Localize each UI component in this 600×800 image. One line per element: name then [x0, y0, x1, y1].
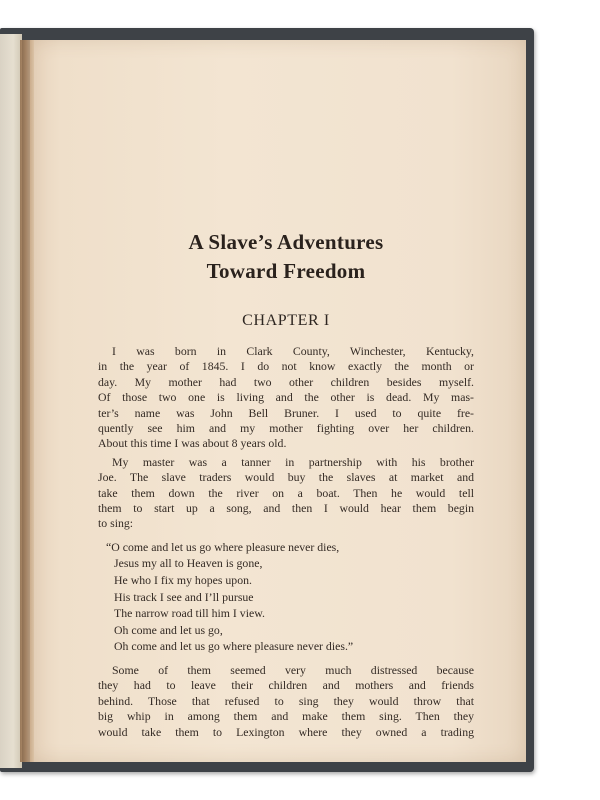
book-title-line-1: A Slave’s Adventures: [188, 230, 384, 254]
facing-page-edge: [0, 34, 22, 768]
paragraph-1: [98, 344, 474, 452]
paragraph-line: behind. Those that refused to sing they would throw that: [98, 693, 474, 708]
verse-line: His track I see and I’ll pursue: [114, 589, 254, 604]
paragraph-3: [98, 663, 474, 740]
paragraph-line: them to start up a song, and then I would hear them begin: [98, 501, 474, 516]
paragraph-line: they had to leave their children and mothers and friends: [98, 678, 474, 693]
book-page: [30, 40, 526, 762]
paragraph-line: Of those two one is living and the other is dead. My mas-: [98, 390, 474, 405]
verse-line: Jesus my all to Heaven is gone,: [114, 556, 263, 571]
paragraph-line: Some of them seemed very much distressed because: [112, 663, 474, 678]
hymn-verse: [106, 539, 474, 655]
verse-line: “O come and let us go where pleasure never dies,: [106, 539, 340, 554]
paragraph-line: to sing:: [98, 516, 134, 531]
paragraph-line: ter’s name was John Bell Bruner. I used to quite fre-: [98, 405, 474, 420]
page-gutter-shadow: [20, 40, 34, 762]
book-title-line-2: Toward Freedom: [206, 259, 366, 283]
chapter-body: [98, 344, 474, 740]
verse-line: Oh come and let us go where pleasure never dies.”: [114, 639, 354, 654]
paragraph-line: My master was a tanner in partnership with his brother: [112, 454, 474, 469]
paragraph-2: [98, 455, 474, 532]
verse-line: Oh come and let us go,: [114, 622, 223, 637]
paragraph-line: quently see him and my mother fighting over her children.: [98, 421, 474, 436]
paragraph-line: I was born in Clark County, Winchester, Kentucky,: [112, 344, 474, 358]
verse-line: He who I fix my hopes upon.: [114, 573, 252, 588]
paragraph-line: big whip in among them and make them sing. Then they: [98, 709, 474, 724]
paragraph-line: would take them to Lexington where they owned a trading: [98, 724, 474, 739]
paragraph-line: day. My mother had two other children besides myself.: [98, 374, 474, 389]
paragraph-line: About this time I was about 8 years old.: [98, 436, 287, 451]
paragraph-line: take them down the river on a boat. Then he would tell: [98, 485, 474, 500]
paragraph-line: in the year of 1845. I do not know exactly the month or: [98, 359, 474, 374]
chapter-heading: CHAPTER I: [242, 312, 330, 329]
paragraph-line: Joe. The slave traders would buy the slaves at market and: [98, 470, 474, 485]
verse-line: The narrow road till him I view.: [114, 606, 265, 621]
